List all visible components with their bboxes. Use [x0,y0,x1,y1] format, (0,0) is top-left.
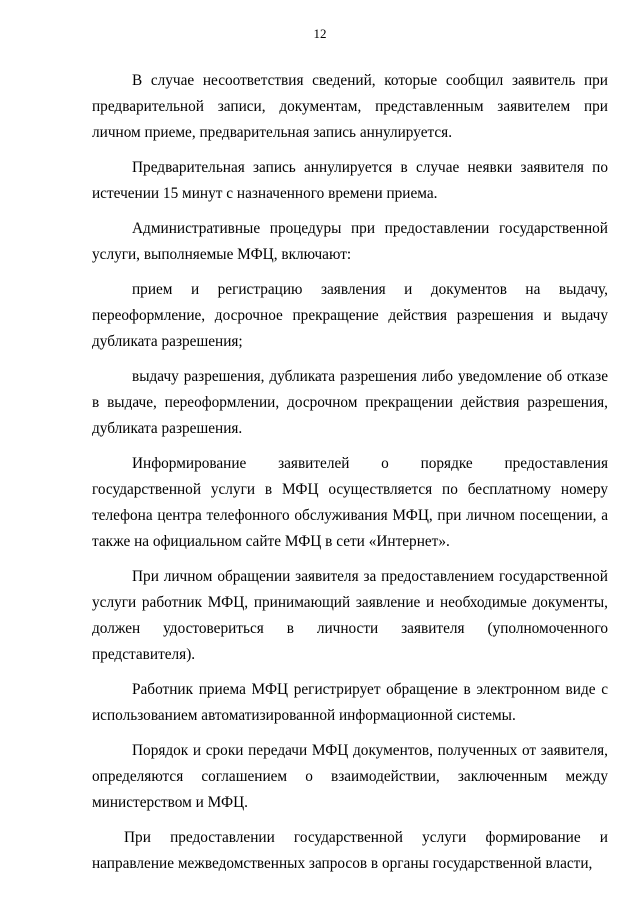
paragraph-procedure-reception: прием и регистрацию заявления и документов на выдачу, переоформление, досрочное прекращение действия разрешения и выдачу дубликата разрешения; [92,281,608,350]
paragraph-personal-appeal: При личном обращении заявителя за предоставлением государственной услуги работник МФЦ, принимающий заявление и необходимые документы, должен удостовериться в личности заявителя (уполномоченного представителя). [92,568,608,663]
paragraph-registration: Работник приема МФЦ регистрирует обращение в электронном виде с использованием автоматизированной информационной системы. [92,681,608,724]
page-number: 12 [313,26,327,41]
paragraph-procedure-issuance: выдачу разрешения, дубликата разрешения либо уведомление об отказе в выдаче, переоформлении, досрочном прекращении действия разрешения, дубликата разрешения. [92,368,608,437]
paragraph-preliminary-record-mismatch: В случае несоответствия сведений, которые сообщил заявитель при предварительной записи, документам, представленным заявителем при личном приеме, предварительная запись аннулируется. [92,72,608,141]
paragraph-preliminary-record-no-show: Предварительная запись аннулируется в случае неявки заявителя по истечении 15 минут с назначенного времени приема. [92,159,608,202]
paragraph-informing-applicants: Информирование заявителей о порядке предоставления государственной услуги в МФЦ осуществляется по бесплатному номеру телефона центра телефонного обслуживания МФЦ, при личном посещении, а также на официальном сайте МФЦ в сети «Интернет». [92,455,608,550]
paragraph-interagency-requests: При предоставлении государственной услуги формирование и направление межведомственных запросов в органы государственной власти, [92,829,608,872]
document-body [92,68,608,886]
paragraph-administrative-procedures: Административные процедуры при предоставлении государственной услуги, выполняемые МФЦ, включают: [92,220,608,263]
paragraph-transfer-order: Порядок и сроки передачи МФЦ документов, полученных от заявителя, определяются соглашением о взаимодействии, заключенным между министерством и МФЦ. [92,742,608,811]
